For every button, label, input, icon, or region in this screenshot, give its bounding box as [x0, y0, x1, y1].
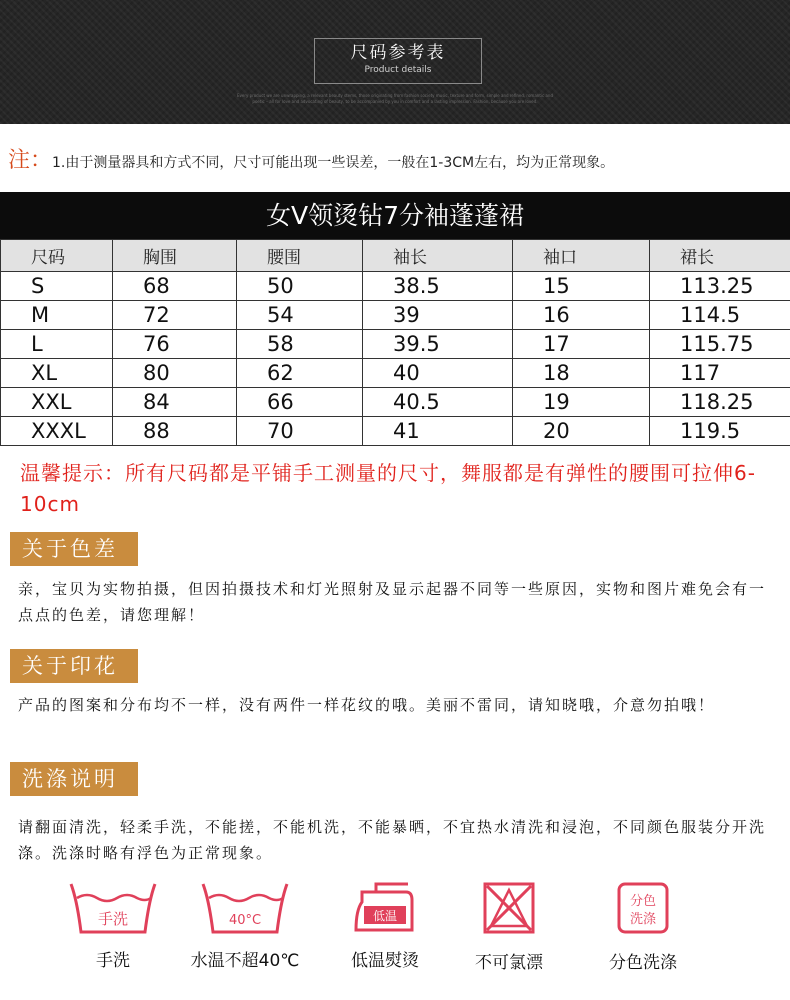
table-cell: 114.5: [650, 301, 790, 330]
table-cell: XXXL: [1, 417, 113, 446]
warm-tip: 温馨提示：所有尺码都是平铺手工测量的尺寸，舞服都是有弹性的腰围可拉伸6-10cm: [20, 461, 756, 516]
hand-wash-icon-text: 手洗: [97, 910, 129, 928]
table-cell: 40: [363, 359, 513, 388]
table-cell: 20: [513, 417, 650, 446]
section-text-wash: 请翻面清洗，轻柔手洗，不能搓，不能机洗，不能暴晒，不宜热水清洗和浸泡，不同颜色服装分开洗涤。洗涤时略有浮色为正常现象。: [18, 818, 767, 862]
care-no-bleach: [454, 880, 564, 973]
table-row: [1, 359, 790, 388]
table-cell: 118.25: [650, 388, 790, 417]
table-cell: 88: [113, 417, 237, 446]
separate-wash-icon-text: 洗涤: [629, 912, 657, 927]
size-table: [0, 239, 790, 446]
table-cell: 68: [113, 272, 237, 301]
table-cell: 62: [237, 359, 363, 388]
table-cell: 115.75: [650, 330, 790, 359]
no-bleach-icon: [479, 880, 539, 938]
header-cell: 尺码: [1, 240, 113, 272]
section-text-color: 亲，宝贝为实物拍摄，但因拍摄技术和灯光照射及显示起器不同等一些原因，实物和图片难免会有一点点的色差，请您理解！: [18, 580, 767, 624]
measurement-note: [8, 146, 783, 176]
care-label: 分色洗涤: [609, 953, 677, 973]
header-cell: 胸围: [113, 240, 237, 272]
care-low-iron: [330, 880, 440, 971]
table-cell: L: [1, 330, 113, 359]
care-water-temp: [180, 880, 310, 971]
header-cell: 裙长: [650, 240, 790, 272]
table-row: [1, 388, 790, 417]
size-table-header: [1, 240, 790, 272]
wash-40c-icon: [199, 880, 291, 936]
table-cell: 18: [513, 359, 650, 388]
table-cell: 39: [363, 301, 513, 330]
table-cell: 58: [237, 330, 363, 359]
banner-subtitle: Product details: [364, 65, 432, 75]
table-cell: 119.5: [650, 417, 790, 446]
table-cell: 117: [650, 359, 790, 388]
banner-fine-print: poetic – all for love and advocating of beauty, to be accompanied by you in comfort and a lasting impression. Fashion, because you are loved.: [252, 99, 538, 104]
care-label: 低温熨烫: [351, 951, 419, 971]
care-label: 水温不超40℃: [190, 951, 300, 971]
table-cell: 72: [113, 301, 237, 330]
table-cell: 84: [113, 388, 237, 417]
table-cell: S: [1, 272, 113, 301]
section-label-wash: 洗涤说明: [10, 762, 138, 796]
header-cell: 腰围: [237, 240, 363, 272]
table-cell: 15: [513, 272, 650, 301]
table-cell: 70: [237, 417, 363, 446]
care-label: 不可氯漂: [475, 953, 543, 973]
table-cell: M: [1, 301, 113, 330]
table-cell: 19: [513, 388, 650, 417]
header-cell: 袖口: [513, 240, 650, 272]
table-cell: 50: [237, 272, 363, 301]
table-cell: 76: [113, 330, 237, 359]
note-text: 1.由于测量器具和方式不同，尺寸可能出现一些误差，一般在1-3CM左右，均为正常现象。: [52, 155, 615, 171]
low-iron-icon-text: 低温: [372, 909, 398, 923]
separate-wash-icon: [613, 880, 673, 938]
section-label-print: 关于印花: [10, 649, 138, 683]
banner-fine-print: Every product we are unwrapping, a relevant beauty stems, those originating from fashion society music, texture and form, simple and refined, romantic and: [237, 93, 553, 98]
table-cell: XXL: [1, 388, 113, 417]
section-label-color: 关于色差: [10, 532, 138, 566]
table-row: [1, 301, 790, 330]
table-cell: 66: [237, 388, 363, 417]
table-cell: 17: [513, 330, 650, 359]
table-cell: 54: [237, 301, 363, 330]
section-text-print: 产品的图案和分布均不一样，没有两件一样花纹的哦。美丽不雷同，请知晓哦，介意勿拍哦！: [18, 696, 716, 714]
separate-wash-icon-text: 分色: [629, 894, 657, 909]
table-cell: 80: [113, 359, 237, 388]
table-cell: 16: [513, 301, 650, 330]
table-cell: 39.5: [363, 330, 513, 359]
care-label: 手洗: [96, 951, 130, 971]
header-cell: 袖长: [363, 240, 513, 272]
table-cell: 113.25: [650, 272, 790, 301]
hand-wash-icon: [67, 880, 159, 936]
table-row: [1, 272, 790, 301]
table-cell: 40.5: [363, 388, 513, 417]
size-table-title: 女V领烫钻7分袖蓬蓬裙: [0, 192, 790, 239]
header-banner: [0, 0, 790, 124]
care-separate-wash: [588, 880, 698, 973]
banner-title-box: [314, 38, 482, 84]
wash-40c-icon-text: 40°C: [228, 913, 262, 928]
table-row: [1, 330, 790, 359]
low-iron-icon: [350, 880, 420, 936]
care-hand-wash: [58, 880, 168, 971]
table-cell: 41: [363, 417, 513, 446]
banner-title: 尺码参考表: [350, 43, 446, 63]
table-cell: XL: [1, 359, 113, 388]
note-mark: 注：: [8, 148, 53, 173]
table-row: [1, 417, 790, 446]
table-cell: 38.5: [363, 272, 513, 301]
